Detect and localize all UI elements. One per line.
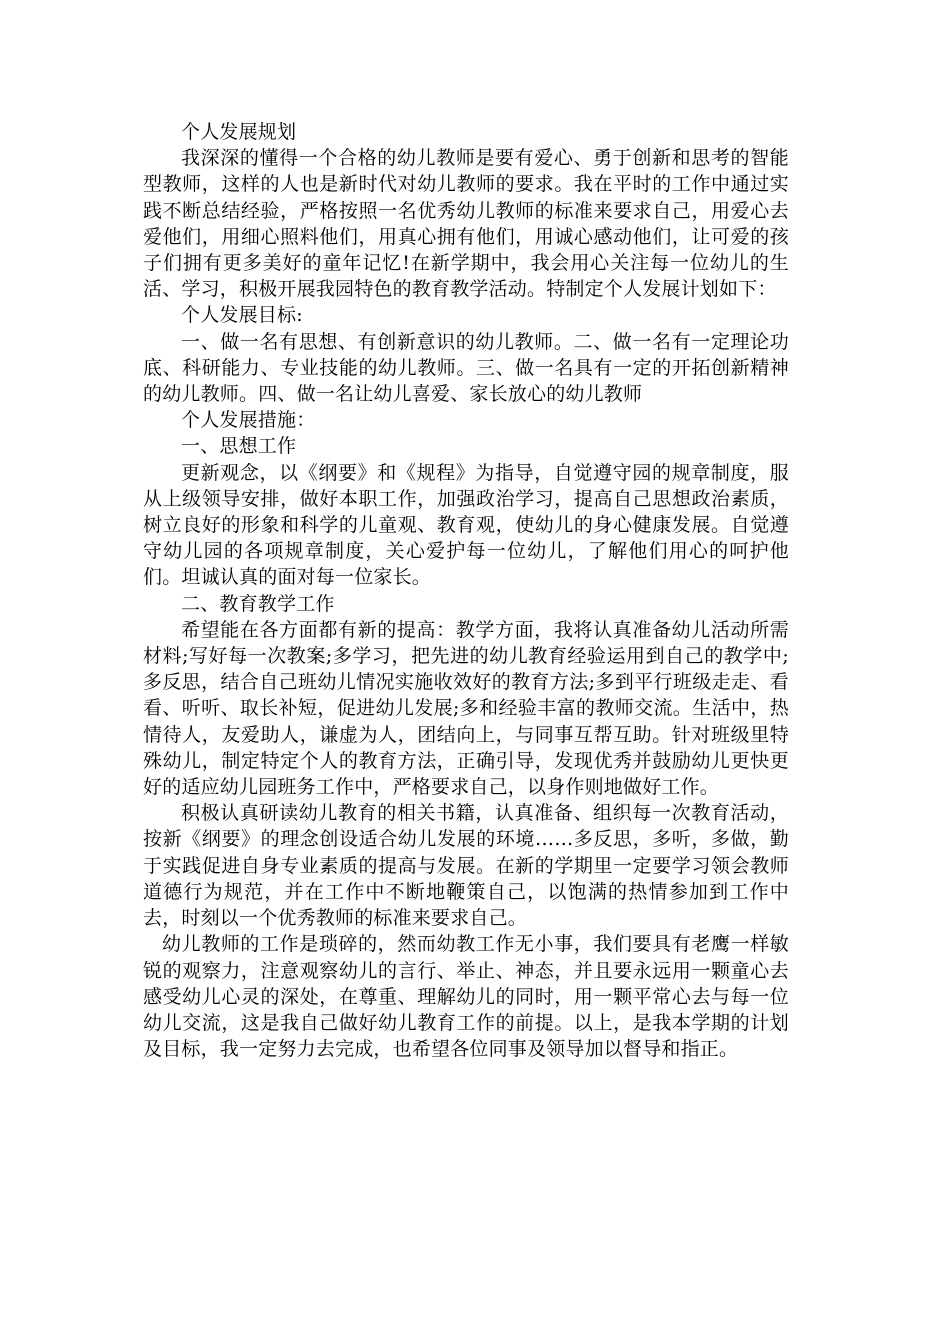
section-heading-thought-work: 一、思想工作	[181, 435, 297, 458]
intro-paragraph: 我深深的懂得一个合格的幼儿教师是要有爱心、勇于创新和思考的智能型教师，这样的人也是新时代对幼儿教师的要求。我在平时的工作中通过实践不断总结经验，严格按照一名优秀幼儿教师的标准来要求自己，用爱心去爱他们，用细心照料他们，用真心拥有他们，用诚心感动他们，让可爱的孩子们拥有更多美好的童年记忆!在新学期中，我会用心关注每一位幼儿的生活、学习，积极开展我园特色的教育教学活动。特制定个人发展计划如下：	[143, 147, 789, 301]
teaching-work-paragraph: 希望能在各方面都有新的提高：教学方面，我将认真准备幼儿活动所需材料;写好每一次教案;多学习，把先进的幼儿教育经验运用到自己的教学中;多反思，结合自己班幼儿情况实施收效好的教育方法;多到平行班级走走、看看、听听、取长补短，促进幼儿发展;多和经验丰富的教师交流。生活中，热情待人，友爱助人，谦虚为人，团结向上，与同事互帮互助。针对班级里特殊幼儿，制定特定个人的教育方法，正确引导，发现优秀并鼓励幼儿更快更好的适应幼儿园班务工作中，严格要求自己，以身作则地做好工作。	[143, 618, 789, 799]
document-body	[143, 119, 789, 1062]
document-title: 个人发展规划	[181, 121, 297, 143]
goals-paragraph: 一、做一名有思想、有创新意识的幼儿教师。二、做一名有一定理论功底、科研能力、专业技能的幼儿教师。三、做一名具有一定的开拓创新精神的幼儿教师。四、做一名让幼儿喜爱、家长放心的幼儿教师	[143, 330, 789, 406]
thought-work-paragraph: 更新观念，以《纲要》和《规程》为指导，自觉遵守园的规章制度，服从上级领导安排，做好本职工作，加强政治学习，提高自己思想政治素质，树立良好的形象和科学的儿童观、教育观，使幼儿的身心健康发展。自觉遵守幼儿园的各项规章制度，关心爱护每一位幼儿，了解他们用心的呵护他们。坦诚认真的面对每一位家长。	[143, 461, 789, 589]
study-paragraph: 积极认真研读幼儿教育的相关书籍，认真准备、组织每一次教育活动，按新《纲要》的理念创设适合幼儿发展的环境……多反思，多听，多做，勤于实践促进自身专业素质的提高与发展。在新的学期里一定要学习领会教师道德行为规范，并在工作中不断地鞭策自己，以饱满的热情参加到工作中去，时刻以一个优秀教师的标准来要求自己。	[143, 802, 789, 930]
measures-heading: 个人发展措施：	[181, 409, 316, 432]
goals-heading: 个人发展目标:	[181, 304, 303, 327]
conclusion-paragraph: 幼儿教师的工作是琐碎的，然而幼教工作无小事，我们要具有老鹰一样敏锐的观察力，注意观察幼儿的言行、举止、神态，并且要永远用一颗童心去感受幼儿心灵的深处，在尊重、理解幼儿的同时，用一颗平常心去与每一位幼儿交流，这是我自己做好幼儿教育工作的前提。以上，是我本学期的计划及目标，我一定努力去完成，也希望各位同事及领导加以督导和指正。	[143, 933, 789, 1061]
section-heading-teaching-work: 二、教育教学工作	[181, 592, 335, 615]
